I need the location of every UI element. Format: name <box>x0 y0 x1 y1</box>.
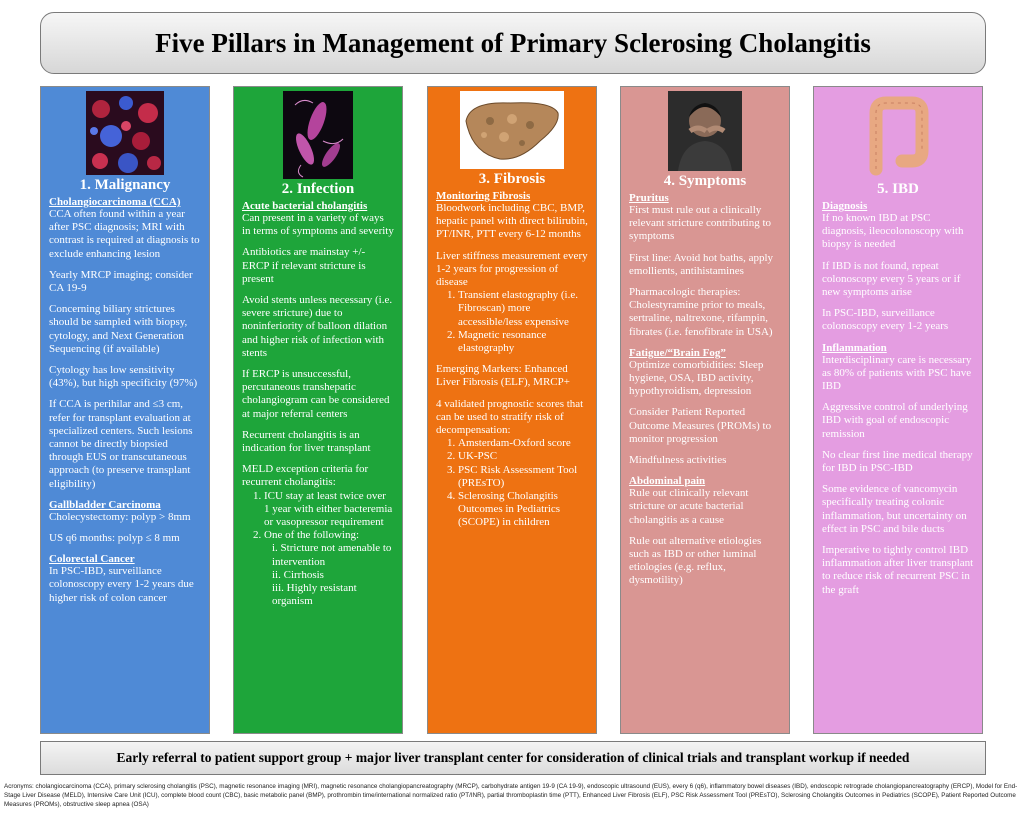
pillar-ibd <box>813 86 983 734</box>
cholangitis-heading: Acute bacterial cholangitis <box>242 200 368 212</box>
list-item-label: One of the following: <box>264 529 360 542</box>
fibrosis-text: Bloodwork including CBC, BMP, hepatic panel with direct bilirubin, PT/INR, PTT every 6-12 months <box>436 202 588 241</box>
infection-text: Recurrent cholangitis is an indication for liver transplant <box>242 428 371 455</box>
colorectal-heading: Colorectal Cancer <box>49 553 135 566</box>
list-item: ii. Cirrhosis <box>272 568 324 581</box>
list-item: 1. ICU stay at least twice over 1 year with either bacteremia or vasopressor requirement <box>264 490 394 530</box>
pillar-malignancy <box>40 86 210 734</box>
fatigue-text: Consider Patient Reported Outcome Measures (PROMs) to monitor progression <box>629 406 772 445</box>
list-item: iii. Highly resistant organism <box>272 582 357 608</box>
fatigue-text: Optimize comorbidities: Sleep hygiene, OSA, IBD activity, hypothyroidism, depression <box>629 358 764 398</box>
cca-text: CCA often found within a year after PSC diagnosis; MRI with contrast is required at diagnosis to exclude enhancing lesion <box>49 208 200 260</box>
cca-text: Yearly MRCP imaging; consider CA 19-9 <box>49 268 193 295</box>
fibrosis-text: Emerging Markers: Enhanced Liver Fibrosis (ELF), MRCP+ <box>436 363 570 389</box>
infection-text: If ERCP is unsuccessful, percutaneous transhepatic cholangiogram can be considered at major referral centers <box>242 368 390 420</box>
footer-banner <box>40 741 986 775</box>
pruritus-text: Pharmacologic therapies: Cholestyramine prior to meals, sertraline, naltrexone, rifampin, fibrates (i.e. fenofibrate in USA) <box>629 286 773 338</box>
cca-text: If CCA is perihilar and ≤3 cm, refer for transplant evaluation at specialized centers. Such lesions cannot be directly biopsied through EUS or transcutaneous approach (to preserve transplant eligibility) <box>49 398 193 490</box>
pillar-title: 3. Fibrosis <box>478 171 546 187</box>
title-banner <box>40 12 986 74</box>
diagnosis-text: If IBD is not found, repeat colonoscopy every 5 years or if new symptoms arise <box>822 259 961 299</box>
cca-text: Concerning biliary strictures should be sampled with biopsy, cytology, and Next Generation Sequencing (if available) <box>49 303 188 355</box>
pillar-title: 2. Infection <box>281 181 355 197</box>
pruritus-text: First line: Avoid hot baths, apply emollients, antihistamines <box>629 251 774 277</box>
gallbladder-text: Cholecystectomy: polyp > 8mm <box>49 510 191 523</box>
list-item <box>264 529 394 608</box>
pillar-title: 4. Symptoms <box>663 173 747 189</box>
cancer-cells-image <box>86 91 164 175</box>
acronyms-note: Acronyms: cholangiocarcinoma (CCA), primary sclerosing cholangitis (PSC), magnetic resonance imaging (MRI), magnetic resonance cholangiopancreatography (MRCP), carbohydrate antigen 19-9 (CA 19-9), endoscopic ultrasound (EUS), every 6 (q6), inflammatory bowel diseases (IBD), endoscopic retrograde cholangiopancreatography (ERCP), Model for End-Stage Liver Disease (MELD), Intensive Care Unit (ICU), complete blood count (CBC), basic metabolic panel (BMP), prothrombin time/international normalized ratio (PT/INR), partial thromboplastin time (PTT), Enhanced Liver Fibrosis (ELF), PSC Risk Assessment Tool (PREsTO), Sclerosing Cholangitis Outcomes in Pediatrics (SCOPE), Patient Reported Outcome Measures (PROMs), obstructive sleep apnea (OSA) <box>4 783 1018 808</box>
fibrosis-text: 4 validated prognostic scores that can be used to stratify risk of decompensation: <box>436 397 584 437</box>
fibrosis-text: Liver stiffness measurement every 1-2 years for progression of disease <box>436 249 588 289</box>
pillar-fibrosis <box>427 86 597 734</box>
pruritus-heading: Pruritus <box>629 192 669 204</box>
list-item: 4. Sclerosing Cholangitis Outcomes in Pediatrics (SCOPE) in children <box>458 490 588 530</box>
inflammation-text: Aggressive control of underlying IBD with goal of endoscopic remission <box>822 401 968 440</box>
inflammation-text: No clear first line medical therapy for IBD in PSC-IBD <box>822 448 973 475</box>
list-item: 2. UK-PSC <box>458 450 588 463</box>
tired-person-image <box>668 91 742 171</box>
inflammation-text: Interdisciplinary care is necessary as 80% of patients with PSC have IBD <box>822 353 972 393</box>
bacteria-image <box>283 91 353 179</box>
inflammation-heading: Inflammation <box>822 341 887 354</box>
gallbladder-text: US q6 months: polyp ≤ 8 mm <box>49 532 180 545</box>
diagnosis-heading: Diagnosis <box>822 200 868 212</box>
pillar-title: 1. Malignancy <box>79 177 171 193</box>
cca-heading: Cholangiocarcinoma (CCA) <box>49 196 181 208</box>
list-item: 1. Transient elastography (i.e. Fibroscan) more accessible/less expensive <box>458 289 588 329</box>
abdominal-pain-heading: Abdominal pain <box>629 475 706 488</box>
pruritus-text: First must rule out a clinically relevant stricture contributing to symptoms <box>629 204 772 243</box>
abdominal-pain-text: Rule out alternative etiologies such as IBD or other luminal etiologies (e.g. reflux, dysmotility) <box>629 534 762 587</box>
list-item: 2. Magnetic resonance elastography <box>458 329 588 355</box>
cca-text: Cytology has low sensitivity (43%), but high specificity (97%) <box>49 364 198 390</box>
diagnosis-text: In PSC-IBD, surveillance colonoscopy every 1-2 years <box>822 307 949 333</box>
sub-list <box>264 542 394 608</box>
fatigue-text: Mindfulness activities <box>629 454 727 467</box>
inflammation-text: Imperative to tightly control IBD inflammation after liver transplant to reduce risk of recurrent PSC in the graft <box>822 544 974 596</box>
gallbladder-heading: Gallbladder Carcinoma <box>49 498 161 511</box>
diagnosis-text: If no known IBD at PSC diagnosis, ileocolonoscopy with biopsy is needed <box>822 212 964 251</box>
colon-image <box>858 91 938 179</box>
stiffness-list <box>436 289 588 355</box>
inflammation-text: Some evidence of vancomycin specifically treating colonic inflammation, but uncertainty on effect in PSC and bile ducts <box>822 483 967 535</box>
fatigue-heading: Fatigue/“Brain Fog” <box>629 346 726 359</box>
pillar-symptoms <box>620 86 790 734</box>
colorectal-text: In PSC-IBD, surveillance colonoscopy every 1-2 years due higher risk of colon cancer <box>49 565 194 604</box>
liver-image <box>460 91 564 169</box>
footer-text: Early referral to patient support group + major liver transplant center for consideration of clinical trials and transplant workup if needed <box>116 750 910 765</box>
list-item: i. Stricture not amenable to intervention <box>272 542 392 568</box>
infection-text: Can present in a variety of ways in terms of symptoms and severity <box>242 212 394 238</box>
pillar-infection <box>233 86 403 734</box>
meld-criteria-list <box>242 490 394 609</box>
list-item: 1. Amsterdam-Oxford score <box>458 437 588 450</box>
infection-text: MELD exception criteria for recurrent cholangitis: <box>242 463 369 489</box>
pillar-title: 5. IBD <box>877 181 919 197</box>
list-item: 3. PSC Risk Assessment Tool (PREsTO) <box>458 464 588 490</box>
abdominal-pain-text: Rule out clinically relevant stricture or acute bacterial cholangitis as a cause <box>629 487 749 526</box>
infection-text: Avoid stents unless necessary (i.e. severe stricture) due to noninferiority of balloon dilation and higher risk of infection with stents <box>242 294 393 359</box>
fibrosis-heading: Monitoring Fibrosis <box>436 190 531 202</box>
page-title: Five Pillars in Management of Primary Sclerosing Cholangitis <box>155 27 871 58</box>
infection-text: Antibiotics are mainstay +/- ERCP if relevant stricture is present <box>242 246 366 285</box>
prognostic-scores-list <box>436 437 588 529</box>
